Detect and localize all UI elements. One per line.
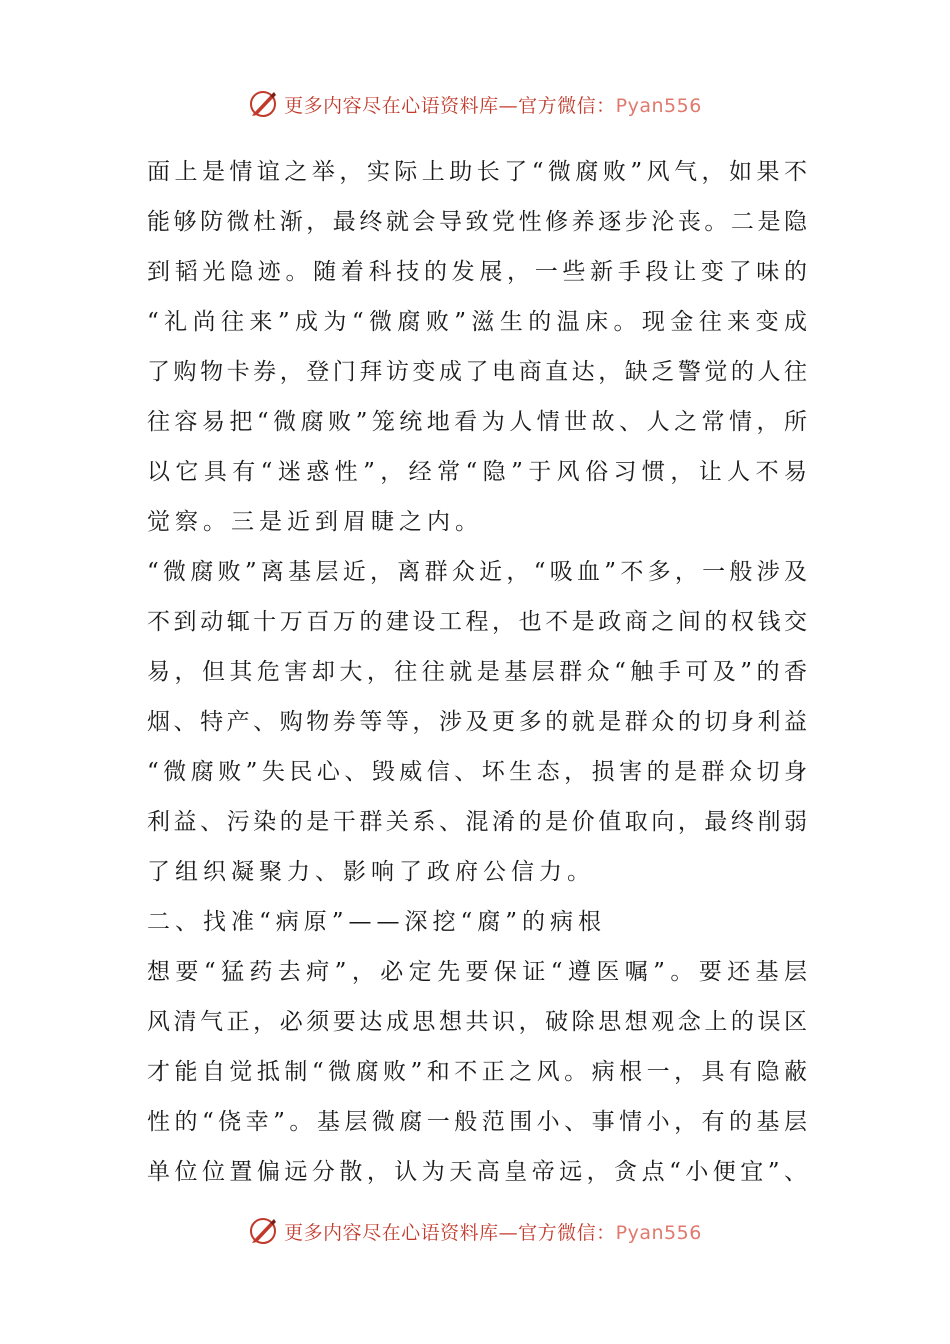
text-line: 能够防微杜渐，最终就会导致党性修养逐步沦丧。二是隐: [147, 209, 807, 235]
footer-banner: [0, 1211, 950, 1251]
quill-pen-logo-icon: [248, 1216, 278, 1246]
header-banner-message: 更多内容尽在心语资料库—官方微信：: [284, 94, 616, 117]
text-line: 易，但其危害却大，往往就是基层群众“触手可及”的香: [147, 659, 807, 685]
footer-banner-text: [284, 1218, 702, 1245]
text-line: 想要“猛药去疴”，必定先要保证“遵医嘱”。要还基层: [147, 959, 807, 985]
text-line: 了组织凝聚力、影响了政府公信力。: [147, 859, 595, 885]
header-banner-wechat-id: Pyan556: [615, 94, 702, 117]
text-line: 性的“侥幸”。基层微腐一般范围小、事情小，有的基层: [147, 1109, 807, 1135]
text-line: “礼尚往来”成为“微腐败”滋生的温床。现金往来变成: [147, 309, 807, 335]
text-line: 以它具有“迷惑性”，经常“隐”于风俗习惯，让人不易: [147, 459, 807, 485]
text-line: 风清气正，必须要达成思想共识，破除思想观念上的误区: [147, 1009, 807, 1035]
text-line: “微腐败”离基层近，离群众近，“吸血”不多，一般涉及: [147, 559, 807, 585]
text-line: 觉察。三是近到眉睫之内。: [147, 509, 483, 535]
header-banner-text: [284, 91, 702, 118]
text-line: 不到动辄十万百万的建设工程，也不是政商之间的权钱交: [147, 609, 807, 635]
quill-pen-logo-icon: [248, 89, 278, 119]
document-body: [147, 147, 807, 1197]
text-line: 二、找准“病原”——深挖“腐”的病根: [147, 909, 607, 935]
text-line: 单位位置偏远分散，认为天高皇帝远，贪点“小便宜”、: [147, 1159, 807, 1185]
text-line: 面上是情谊之举，实际上助长了“微腐败”风气，如果不: [147, 159, 807, 185]
text-line: 才能自觉抵制“微腐败”和不正之风。病根一，具有隐蔽: [147, 1059, 807, 1085]
footer-banner-message: 更多内容尽在心语资料库—官方微信：: [284, 1221, 616, 1244]
footer-banner-wechat-id: Pyan556: [615, 1221, 702, 1244]
text-line: 到韬光隐迹。随着科技的发展，一些新手段让变了味的: [147, 259, 807, 285]
text-line: 烟、特产、购物券等等，涉及更多的就是群众的切身利益: [147, 709, 807, 735]
text-line: 往容易把“微腐败”笼统地看为人情世故、人之常情，所: [147, 409, 807, 435]
text-line: 了购物卡券，登门拜访变成了电商直达，缺乏警觉的人往: [147, 359, 807, 385]
text-line: 利益、污染的是干群关系、混淆的是价值取向，最终削弱: [147, 809, 807, 835]
text-line: “微腐败”失民心、毁威信、坏生态，损害的是群众切身: [147, 759, 807, 785]
header-banner: [0, 84, 950, 124]
